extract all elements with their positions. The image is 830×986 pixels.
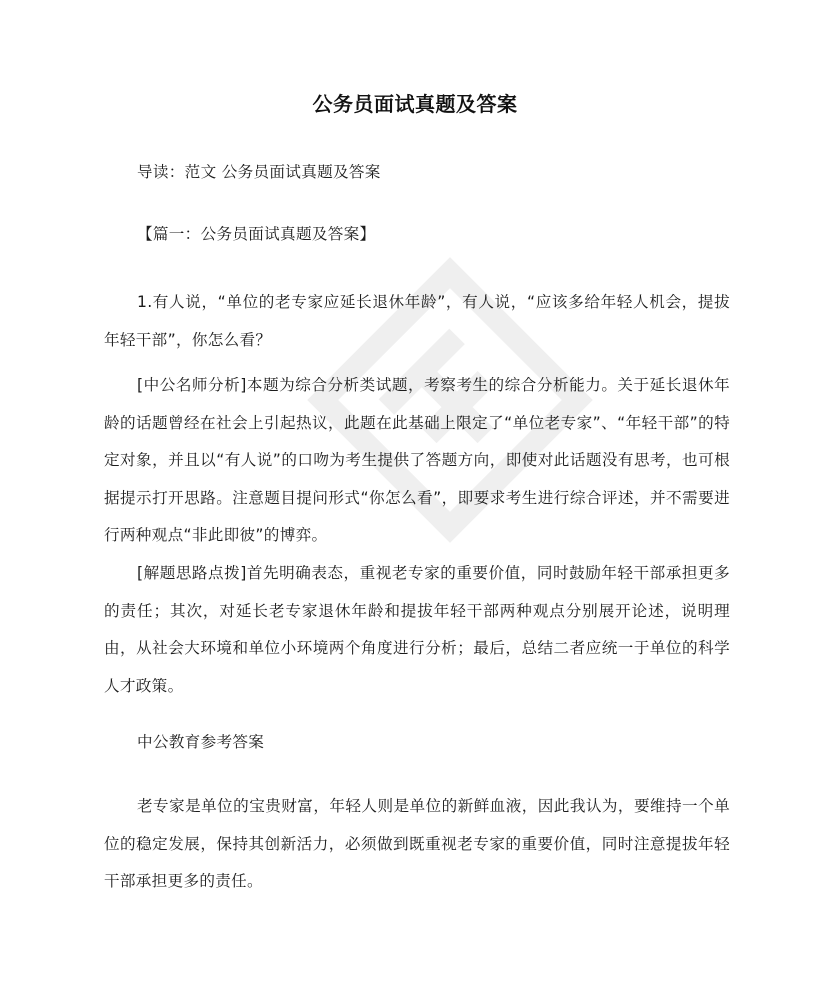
intro-paragraph: 导读：范文 公务员面试真题及答案 xyxy=(137,163,381,181)
question-paragraph: 1.有人说，“单位的老专家应延长退休年龄”，有人说，“应该多给年轻人机会，提拔年轻干部”，你怎么看？ xyxy=(104,293,730,349)
analysis-paragraph: [中公名师分析]本题为综合分析类试题，考察考生的综合分析能力。关于延长退休年龄的话题曾经在社会上引起热议，此题在此基础上限定了“单位老专家”、“年轻干部”的特定对象，并且以“有人说”的口吻为考生提供了答题方向，即使对此话题没有思考，也可根据提示打开思路。注意题目提问形式“你怎么看”，即要求考生进行综合评述，并不需要进行两种观点“非此即彼”的博弈。 xyxy=(104,376,730,545)
answer-label: 中公教育参考答案 xyxy=(137,733,265,751)
page-title: 公务员面试真题及答案 xyxy=(312,92,518,116)
section-heading: 【篇一：公务员面试真题及答案】 xyxy=(137,225,376,243)
approach-paragraph: [解题思路点拨]首先明确表态，重视老专家的重要价值，同时鼓励年轻干部承担更多的责任；其次，对延长老专家退休年龄和提拔年轻干部两种观点分别展开论述，说明理由，从社会大环境和单位小环境两个角度进行分析；最后，总结二者应统一于单位的科学人才政策。 xyxy=(104,564,730,695)
answer-paragraph: 老专家是单位的宝贵财富，年轻人则是单位的新鲜血液，因此我认为，要维持一个单位的稳定发展，保持其创新活力，必须做到既重视老专家的重要价值，同时注意提拔年轻干部承担更多的责任。 xyxy=(104,797,730,891)
